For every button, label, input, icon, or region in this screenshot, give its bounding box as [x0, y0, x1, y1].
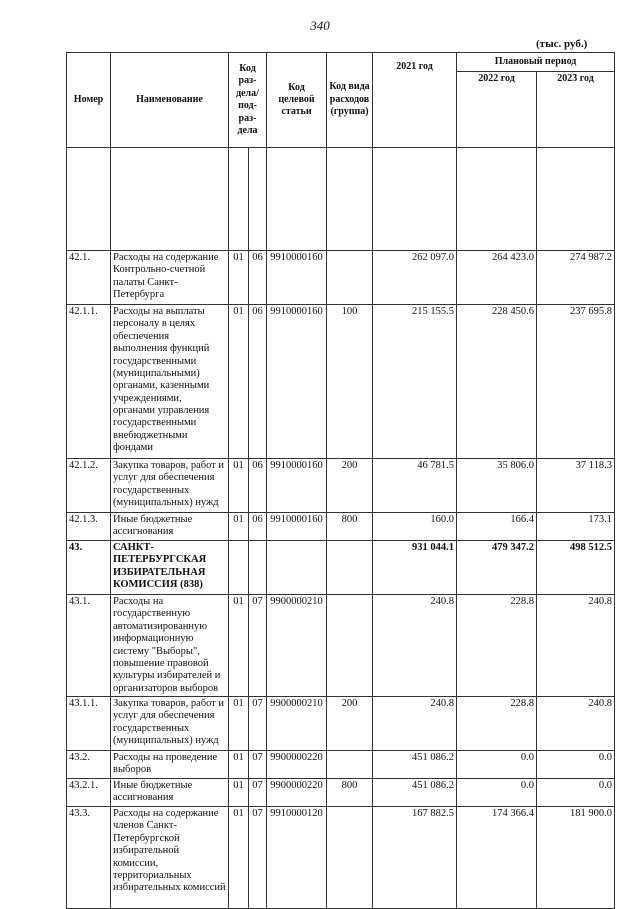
header-spacer-row — [67, 148, 615, 251]
header-planning-period: Плановый период — [457, 53, 615, 72]
header-2021: 2021 год — [373, 53, 457, 148]
cell-name: Закупка товаров, работ и услуг для обеспечения государственных (муниципальных) нужд — [111, 459, 229, 513]
cell-number: 43.1.1. — [67, 697, 111, 751]
cell-number: 42.1.3. — [67, 513, 111, 541]
cell-subsection: 07 — [249, 779, 267, 807]
header-2022: 2022 год — [457, 72, 537, 148]
cell-2021: 931 044.1 — [373, 541, 457, 595]
cell-2023: 274 987.2 — [537, 251, 615, 305]
cell-target: 9900000220 — [267, 779, 327, 807]
cell-section: 01 — [229, 595, 249, 697]
page-number: 340 — [310, 18, 330, 33]
cell-2021: 160.0 — [373, 513, 457, 541]
cell-2021: 451 086.2 — [373, 779, 457, 807]
cell-expense-type — [327, 251, 373, 305]
cell-number: 43.2.1. — [67, 779, 111, 807]
cell-name: Иные бюджетные ассигнования — [111, 513, 229, 541]
budget-table — [66, 52, 615, 909]
cell-subsection: 07 — [249, 595, 267, 697]
cell-2022: 174 366.4 — [457, 807, 537, 909]
cell-subsection: 06 — [249, 251, 267, 305]
cell-2022: 228.8 — [457, 697, 537, 751]
cell-number: 42.1.2. — [67, 459, 111, 513]
cell-expense-type: 800 — [327, 513, 373, 541]
cell-2023: 0.0 — [537, 779, 615, 807]
cell-expense-type — [327, 751, 373, 779]
cell-name: Расходы на проведение выборов — [111, 751, 229, 779]
cell-subsection: 07 — [249, 807, 267, 909]
table-row — [67, 807, 615, 909]
table-row — [67, 541, 615, 595]
cell-section: 01 — [229, 251, 249, 305]
table-row — [67, 595, 615, 697]
cell-section: 01 — [229, 697, 249, 751]
cell-2023: 237 695.8 — [537, 305, 615, 459]
header-section: Код раз-дела/ под-раз-дела — [229, 53, 267, 148]
cell-subsection: 06 — [249, 513, 267, 541]
cell-number: 43.1. — [67, 595, 111, 697]
cell-2023: 240.8 — [537, 697, 615, 751]
header-expense-type: Код вида расходов (группа) — [327, 53, 373, 148]
cell-2021: 215 155.5 — [373, 305, 457, 459]
header-target: Код целевой статьи — [267, 53, 327, 148]
cell-subsection: 06 — [249, 459, 267, 513]
cell-2021: 240.8 — [373, 595, 457, 697]
cell-expense-type: 800 — [327, 779, 373, 807]
cell-2022: 228 450.6 — [457, 305, 537, 459]
header-number: Номер — [67, 53, 111, 148]
cell-subsection: 06 — [249, 305, 267, 459]
cell-target: 9910000160 — [267, 513, 327, 541]
cell-section: 01 — [229, 513, 249, 541]
cell-section: 01 — [229, 459, 249, 513]
table-row — [67, 459, 615, 513]
cell-name: Расходы на содержание Контрольно-счетной палаты Санкт-Петербурга — [111, 251, 229, 305]
cell-number: 42.1. — [67, 251, 111, 305]
cell-expense-type: 100 — [327, 305, 373, 459]
cell-2022: 35 806.0 — [457, 459, 537, 513]
cell-section — [229, 541, 249, 595]
cell-subsection: 07 — [249, 751, 267, 779]
cell-2023: 181 900.0 — [537, 807, 615, 909]
cell-expense-type: 200 — [327, 697, 373, 751]
table-row — [67, 305, 615, 459]
cell-2022: 264 423.0 — [457, 251, 537, 305]
units-label: (тыс. руб.) — [536, 38, 588, 50]
cell-2023: 240.8 — [537, 595, 615, 697]
cell-target: 9910000160 — [267, 305, 327, 459]
cell-2023: 37 118.3 — [537, 459, 615, 513]
cell-target: 9910000120 — [267, 807, 327, 909]
cell-section: 01 — [229, 305, 249, 459]
cell-section: 01 — [229, 751, 249, 779]
cell-2021: 46 781.5 — [373, 459, 457, 513]
cell-2023: 173.1 — [537, 513, 615, 541]
table-row — [67, 251, 615, 305]
cell-2022: 166.4 — [457, 513, 537, 541]
header-2023: 2023 год — [537, 72, 615, 148]
cell-2023: 0.0 — [537, 751, 615, 779]
cell-name: Расходы на содержание членов Санкт-Петербургской избирательной комиссии, территориальных избирательных комиссий — [111, 807, 229, 909]
cell-number: 43.3. — [67, 807, 111, 909]
cell-target: 9900000220 — [267, 751, 327, 779]
cell-2023: 498 512.5 — [537, 541, 615, 595]
cell-name: САНКТ-ПЕТЕРБУРГСКАЯ ИЗБИРАТЕЛЬНАЯ КОМИССИЯ (838) — [111, 541, 229, 595]
cell-target — [267, 541, 327, 595]
cell-number: 42.1.1. — [67, 305, 111, 459]
cell-2021: 167 882.5 — [373, 807, 457, 909]
header-name: Наименование — [111, 53, 229, 148]
cell-target: 9900000210 — [267, 697, 327, 751]
cell-2021: 240.8 — [373, 697, 457, 751]
cell-2021: 451 086.2 — [373, 751, 457, 779]
table-row — [67, 513, 615, 541]
cell-2022: 0.0 — [457, 751, 537, 779]
cell-name: Закупка товаров, работ и услуг для обеспечения государственных (муниципальных) нужд — [111, 697, 229, 751]
cell-number: 43. — [67, 541, 111, 595]
cell-subsection: 07 — [249, 697, 267, 751]
header-row-1 — [67, 53, 615, 72]
cell-name: Иные бюджетные ассигнования — [111, 779, 229, 807]
cell-target: 9910000160 — [267, 251, 327, 305]
cell-expense-type — [327, 595, 373, 697]
cell-2022: 228.8 — [457, 595, 537, 697]
table-row — [67, 751, 615, 779]
cell-target: 9900000210 — [267, 595, 327, 697]
cell-expense-type — [327, 807, 373, 909]
cell-section: 01 — [229, 779, 249, 807]
cell-expense-type — [327, 541, 373, 595]
cell-number: 43.2. — [67, 751, 111, 779]
cell-2022: 0.0 — [457, 779, 537, 807]
table-row — [67, 779, 615, 807]
cell-2022: 479 347.2 — [457, 541, 537, 595]
cell-subsection — [249, 541, 267, 595]
cell-expense-type: 200 — [327, 459, 373, 513]
cell-2021: 262 097.0 — [373, 251, 457, 305]
cell-section: 01 — [229, 807, 249, 909]
cell-target: 9910000160 — [267, 459, 327, 513]
cell-name: Расходы на государственную автоматизированную информационную систему "Выборы", повышение правовой культуры избирателей и организаторов выборов — [111, 595, 229, 697]
cell-name: Расходы на выплаты персоналу в целях обеспечения выполнения функций государственными (муниципальными) органами, казенными учреждениями, органами управления государственными внебюджетными фондами — [111, 305, 229, 459]
table-row — [67, 697, 615, 751]
